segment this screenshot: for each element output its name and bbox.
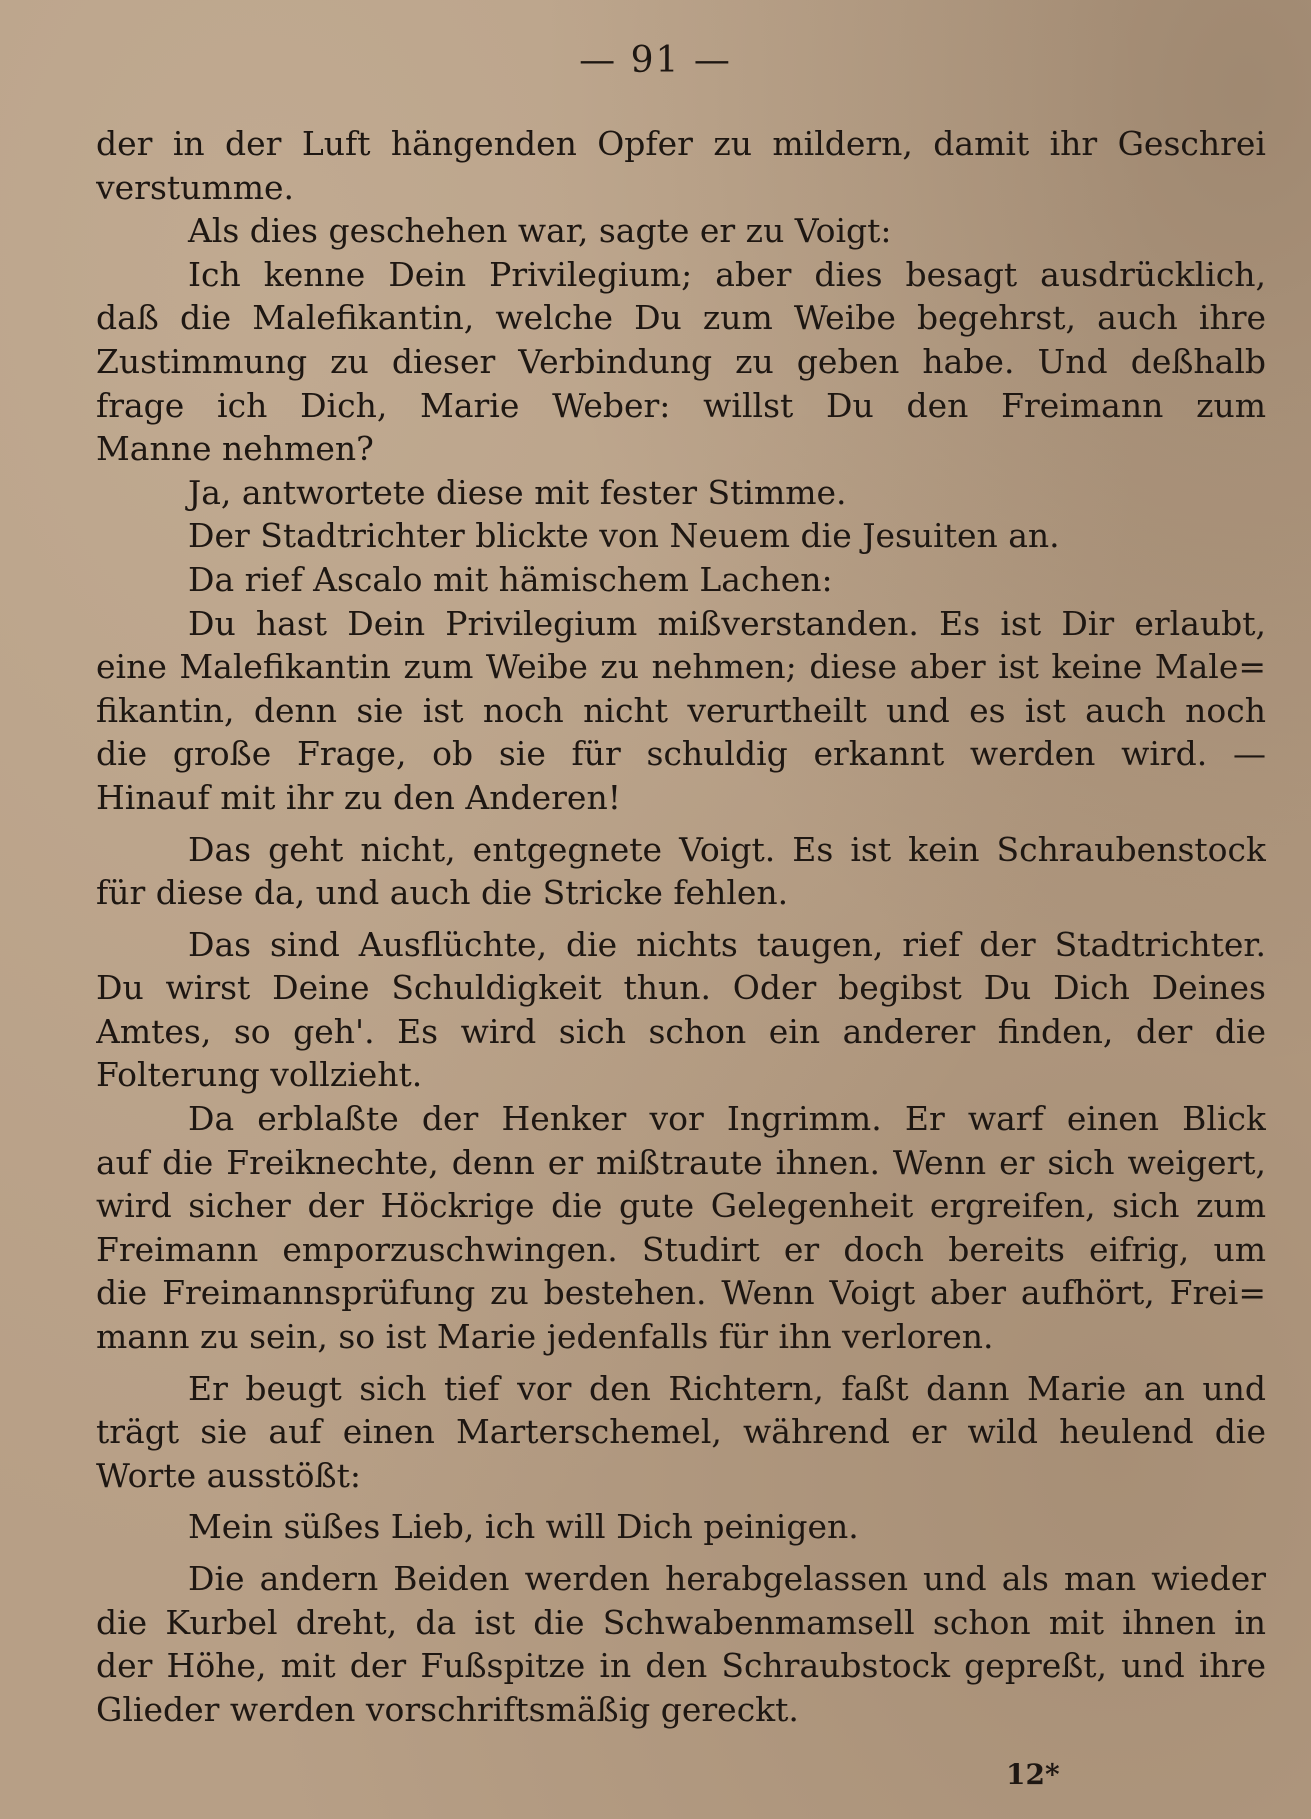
page-number: — 91 — (579, 40, 732, 81)
text-line: Als dies geschehen war, sagte er zu Voigt: (188, 211, 892, 251)
text-line: Hinauf mit ihr zu den Anderen! (96, 777, 621, 817)
text-line: frage ich Dich, Marie Weber: willst Du den Freimann zum (96, 385, 1266, 425)
text-line: für diese da, und auch die Stricke fehlen. (96, 873, 789, 913)
text-line: die Kurbel dreht, da ist die Schwabenmamsell schon mit ihnen in (96, 1602, 1266, 1642)
text-line: Da rief Ascalo mit hämischem Lachen: (188, 559, 833, 599)
text-line: Worte ausstößt: (96, 1455, 361, 1495)
text-line: Freimann emporzuschwingen. Studirt er doch bereits eifrig, um (96, 1229, 1266, 1269)
text-line: der in der Luft hängenden Opfer zu mildern, damit ihr Geschrei (96, 124, 1266, 163)
text-line: Folterung vollzieht. (96, 1055, 423, 1095)
text-line: Manne nehmen? (96, 429, 374, 469)
text-line: Er beugt sich tief vor den Richtern, faßt dann Marie an und (188, 1368, 1266, 1408)
body-text (96, 122, 1266, 1731)
text-line: die große Frage, ob sie für schuldig erkannt werden wird. — (96, 734, 1266, 774)
text-line: Mein süßes Lieb, ich will Dich peinigen. (188, 1507, 859, 1547)
text-line: der Höhe, mit der Fußspitze in den Schraubstock gepreßt, und ihre (96, 1646, 1266, 1686)
text-line: eine Malefikantin zum Weibe zu nehmen; diese aber ist keine Male= (96, 647, 1266, 687)
text-line: Du wirst Deine Schuldigkeit thun. Oder begibst Du Dich Deines (96, 968, 1266, 1008)
signature-mark: 12* (1006, 1758, 1060, 1791)
text-line: daß die Malefikantin, welche Du zum Weibe begehrst, auch ihre (96, 298, 1266, 338)
text-line: fikantin, denn sie ist noch nicht verurtheilt und es ist auch noch (96, 690, 1266, 730)
text-line: Ich kenne Dein Privilegium; aber dies besagt ausdrücklich, (188, 254, 1266, 294)
text-line: Du hast Dein Privilegium mißverstanden. Es ist Dir erlaubt, (188, 603, 1266, 643)
text-line: Der Stadtrichter blickte von Neuem die Jesuiten an. (188, 516, 1060, 556)
text-line: Die andern Beiden werden herabgelassen und als man wieder (188, 1559, 1266, 1598)
text-line: trägt sie auf einen Marterschemel, während er wild heulend die (96, 1412, 1266, 1452)
text-line: die Freimannsprüfung zu bestehen. Wenn Voigt aber aufhört, Frei= (96, 1273, 1266, 1313)
text-line: wird sicher der Höckrige die gute Gelegenheit ergreifen, sich zum (96, 1186, 1266, 1226)
text-line: Das sind Ausflüchte, die nichts taugen, rief der Stadtrichter. (188, 924, 1266, 964)
text-line: Da erblaßte der Henker vor Ingrimm. Er warf einen Blick (188, 1099, 1266, 1139)
text-line: verstumme. (96, 167, 294, 207)
text-line: Amtes, so geh'. Es wird sich schon ein anderer finden, der die (96, 1011, 1266, 1051)
text-line: Das geht nicht, entgegnete Voigt. Es ist kein Schraubenstock (188, 829, 1266, 869)
text-line: auf die Freiknechte, denn er mißtraute ihnen. Wenn er sich weigert, (96, 1142, 1266, 1182)
text-line: Glieder werden vorschriftsmäßig gereckt. (96, 1689, 799, 1729)
text-line: mann zu sein, so ist Marie jedenfalls für ihn verloren. (96, 1317, 994, 1357)
text-line: Ja, antwortete diese mit fester Stimme. (188, 472, 847, 512)
text-line: Zustimmung zu dieser Verbindung zu geben habe. Und deßhalb (96, 341, 1266, 381)
